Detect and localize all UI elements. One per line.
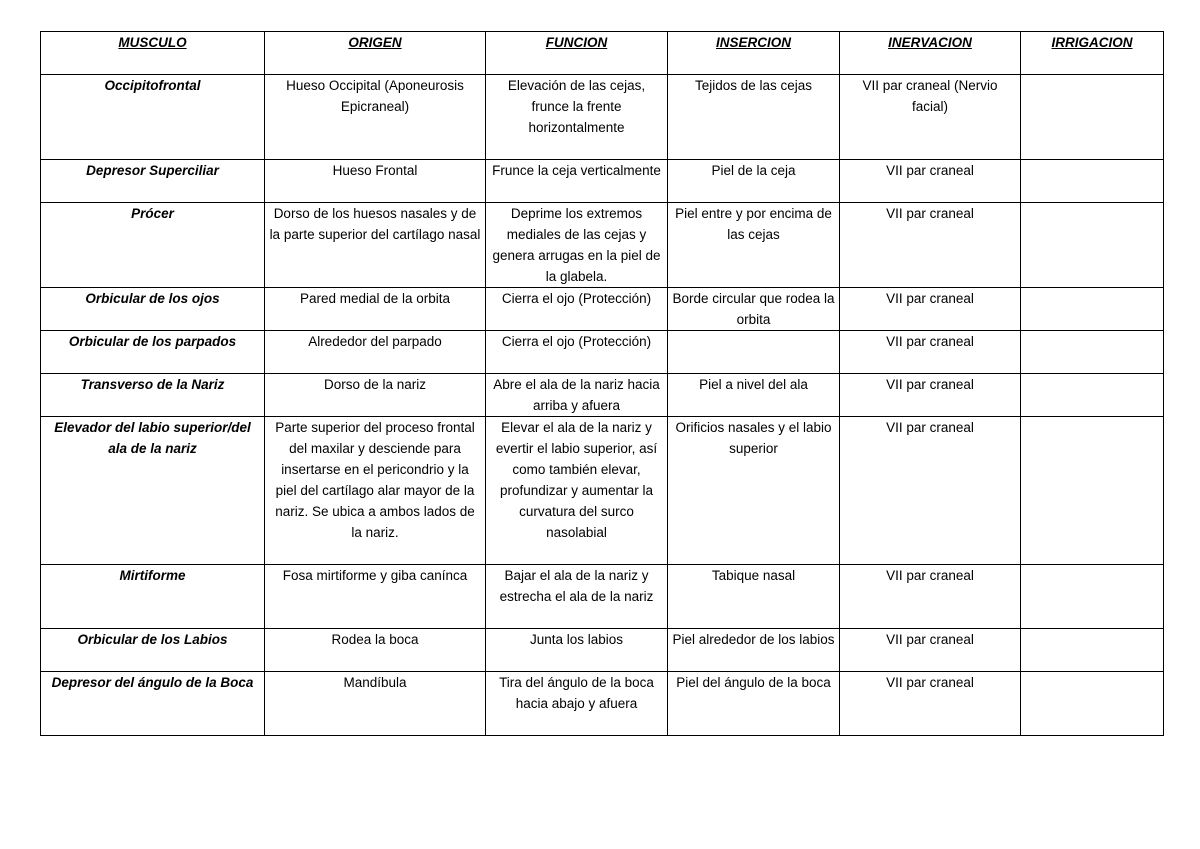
inervacion-cell: VII par craneal [840, 417, 1021, 565]
origen-cell: Dorso de la nariz [265, 374, 486, 417]
table-row [41, 288, 1164, 331]
irrigacion-cell [1021, 75, 1164, 160]
inervacion-cell: VII par craneal [840, 672, 1021, 736]
irrigacion-cell [1021, 672, 1164, 736]
table-row [41, 331, 1164, 374]
inervacion-cell: VII par craneal [840, 288, 1021, 331]
table-row [41, 374, 1164, 417]
insercion-cell: Piel de la ceja [668, 160, 840, 203]
header-insercion: INSERCION [668, 32, 840, 75]
table-row [41, 160, 1164, 203]
musculo-cell: Occipitofrontal [41, 75, 265, 160]
insercion-cell: Piel alrededor de los labios [668, 629, 840, 672]
inervacion-cell: VII par craneal [840, 374, 1021, 417]
header-row [41, 32, 1164, 75]
funcion-cell: Cierra el ojo (Protección) [486, 288, 668, 331]
insercion-cell: Orificios nasales y el labio superior [668, 417, 840, 565]
insercion-cell: Piel del ángulo de la boca [668, 672, 840, 736]
inervacion-cell: VII par craneal [840, 203, 1021, 288]
irrigacion-cell [1021, 374, 1164, 417]
origen-cell: Fosa mirtiforme y giba canínca [265, 565, 486, 629]
musculo-cell: Mirtiforme [41, 565, 265, 629]
inervacion-cell: VII par craneal [840, 629, 1021, 672]
funcion-cell: Elevar el ala de la nariz y evertir el labio superior, así como también elevar, profundizar y aumentar la curvatura del surco nasolabial [486, 417, 668, 565]
insercion-cell: Piel entre y por encima de las cejas [668, 203, 840, 288]
funcion-cell: Bajar el ala de la nariz y estrecha el ala de la nariz [486, 565, 668, 629]
origen-cell: Pared medial de la orbita [265, 288, 486, 331]
musculo-cell: Depresor Superciliar [41, 160, 265, 203]
table-row [41, 565, 1164, 629]
inervacion-cell: VII par craneal [840, 160, 1021, 203]
musculo-cell: Orbicular de los parpados [41, 331, 265, 374]
irrigacion-cell [1021, 629, 1164, 672]
origen-cell: Rodea la boca [265, 629, 486, 672]
origen-cell: Hueso Frontal [265, 160, 486, 203]
origen-cell: Alrededor del parpado [265, 331, 486, 374]
insercion-cell: Borde circular que rodea la orbita [668, 288, 840, 331]
origen-cell: Parte superior del proceso frontal del maxilar y desciende para insertarse en el pericondrio y la piel del cartílago alar mayor de la nariz. Se ubica a ambos lados de la nariz. [265, 417, 486, 565]
irrigacion-cell [1021, 160, 1164, 203]
funcion-cell: Abre el ala de la nariz hacia arriba y afuera [486, 374, 668, 417]
header-funcion: FUNCION [486, 32, 668, 75]
funcion-cell: Junta los labios [486, 629, 668, 672]
inervacion-cell: VII par craneal [840, 331, 1021, 374]
origen-cell: Mandíbula [265, 672, 486, 736]
table-row [41, 629, 1164, 672]
musculo-cell: Elevador del labio superior/del ala de la nariz [41, 417, 265, 565]
origen-cell: Dorso de los huesos nasales y de la parte superior del cartílago nasal [265, 203, 486, 288]
insercion-cell: Tejidos de las cejas [668, 75, 840, 160]
funcion-cell: Cierra el ojo (Protección) [486, 331, 668, 374]
inervacion-cell: VII par craneal [840, 565, 1021, 629]
irrigacion-cell [1021, 331, 1164, 374]
musculo-cell: Orbicular de los Labios [41, 629, 265, 672]
musculo-cell: Depresor del ángulo de la Boca [41, 672, 265, 736]
funcion-cell: Elevación de las cejas, frunce la frente horizontalmente [486, 75, 668, 160]
funcion-cell: Deprime los extremos mediales de las cejas y genera arrugas en la piel de la glabela. [486, 203, 668, 288]
origen-cell: Hueso Occipital (Aponeurosis Epicraneal) [265, 75, 486, 160]
irrigacion-cell [1021, 203, 1164, 288]
table-row [41, 417, 1164, 565]
insercion-cell: Piel a nivel del ala [668, 374, 840, 417]
irrigacion-cell [1021, 417, 1164, 565]
inervacion-cell: VII par craneal (Nervio facial) [840, 75, 1021, 160]
table-row [41, 75, 1164, 160]
musculo-cell: Transverso de la Nariz [41, 374, 265, 417]
table-row [41, 203, 1164, 288]
header-inervacion: INERVACION [840, 32, 1021, 75]
musculo-cell: Prócer [41, 203, 265, 288]
muscle-table [40, 31, 1164, 736]
funcion-cell: Frunce la ceja verticalmente [486, 160, 668, 203]
irrigacion-cell [1021, 288, 1164, 331]
header-musculo: MUSCULO [41, 32, 265, 75]
irrigacion-cell [1021, 565, 1164, 629]
header-origen: ORIGEN [265, 32, 486, 75]
insercion-cell [668, 331, 840, 374]
header-irrigacion: IRRIGACION [1021, 32, 1164, 75]
funcion-cell: Tira del ángulo de la boca hacia abajo y afuera [486, 672, 668, 736]
insercion-cell: Tabique nasal [668, 565, 840, 629]
table-row [41, 672, 1164, 736]
musculo-cell: Orbicular de los ojos [41, 288, 265, 331]
